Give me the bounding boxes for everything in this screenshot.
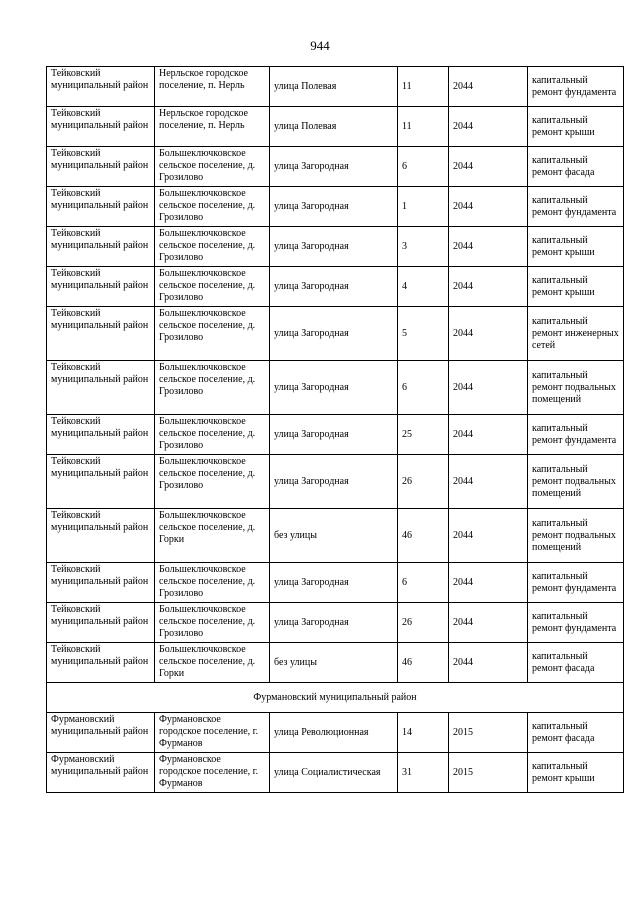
work-type-cell: капитальный ремонт крыши xyxy=(528,227,624,267)
table-row xyxy=(47,455,624,509)
work-type-cell: капитальный ремонт фундамента xyxy=(528,187,624,227)
street-cell: без улицы xyxy=(270,643,398,683)
street-cell: улица Загородная xyxy=(270,361,398,415)
section-header-row xyxy=(47,683,624,713)
house-number-cell: 46 xyxy=(398,643,449,683)
year-cell: 2044 xyxy=(449,415,528,455)
table-row xyxy=(47,267,624,307)
house-number-cell: 25 xyxy=(398,415,449,455)
table-row xyxy=(47,753,624,793)
district-cell: Тейковский муниципальный район xyxy=(47,227,155,267)
house-number-cell: 26 xyxy=(398,455,449,509)
street-cell: улица Полевая xyxy=(270,107,398,147)
street-cell: улица Социалистическая xyxy=(270,753,398,793)
table-row xyxy=(47,147,624,187)
house-number-cell: 5 xyxy=(398,307,449,361)
settlement-cell: Фурмановское городское поселение, г. Фурманов xyxy=(155,753,270,793)
settlement-cell: Большеключковское сельское поселение, д. Грозилово xyxy=(155,307,270,361)
street-cell: улица Загородная xyxy=(270,603,398,643)
house-number-cell: 6 xyxy=(398,361,449,415)
house-number-cell: 26 xyxy=(398,603,449,643)
district-cell: Тейковский муниципальный район xyxy=(47,187,155,227)
house-number-cell: 46 xyxy=(398,509,449,563)
year-cell: 2044 xyxy=(449,455,528,509)
district-cell: Тейковский муниципальный район xyxy=(47,67,155,107)
house-number-cell: 11 xyxy=(398,67,449,107)
house-number-cell: 4 xyxy=(398,267,449,307)
district-cell: Тейковский муниципальный район xyxy=(47,267,155,307)
work-type-cell: капитальный ремонт фасада xyxy=(528,713,624,753)
house-number-cell: 31 xyxy=(398,753,449,793)
table-row xyxy=(47,187,624,227)
street-cell: улица Загородная xyxy=(270,415,398,455)
work-type-cell: капитальный ремонт фасада xyxy=(528,147,624,187)
table-row xyxy=(47,361,624,415)
house-number-cell: 6 xyxy=(398,147,449,187)
work-type-cell: капитальный ремонт фундамента xyxy=(528,67,624,107)
table-row xyxy=(47,603,624,643)
street-cell: улица Загородная xyxy=(270,147,398,187)
house-number-cell: 6 xyxy=(398,563,449,603)
settlement-cell: Большеключковское сельское поселение, д. Грозилово xyxy=(155,603,270,643)
work-type-cell: капитальный ремонт крыши xyxy=(528,267,624,307)
settlement-cell: Большеключковское сельское поселение, д. Грозилово xyxy=(155,415,270,455)
district-cell: Тейковский муниципальный район xyxy=(47,603,155,643)
work-type-cell: капитальный ремонт фундамента xyxy=(528,563,624,603)
street-cell: без улицы xyxy=(270,509,398,563)
settlement-cell: Большеключковское сельское поселение, д. Грозилово xyxy=(155,455,270,509)
page-number: 944 xyxy=(310,38,330,53)
street-cell: улица Загородная xyxy=(270,187,398,227)
district-cell: Тейковский муниципальный район xyxy=(47,455,155,509)
table-row xyxy=(47,415,624,455)
year-cell: 2044 xyxy=(449,67,528,107)
district-cell: Фурмановский муниципальный район xyxy=(47,753,155,793)
work-type-cell: капитальный ремонт крыши xyxy=(528,107,624,147)
work-type-cell: капитальный ремонт фасада xyxy=(528,643,624,683)
table-body-furmanov xyxy=(47,713,624,793)
street-cell: улица Загородная xyxy=(270,455,398,509)
house-number-cell: 14 xyxy=(398,713,449,753)
table-row xyxy=(47,227,624,267)
settlement-cell: Большеключковское сельское поселение, д. Грозилово xyxy=(155,187,270,227)
street-cell: улица Загородная xyxy=(270,563,398,603)
year-cell: 2044 xyxy=(449,509,528,563)
district-cell: Тейковский муниципальный район xyxy=(47,107,155,147)
settlement-cell: Большеключковское сельское поселение, д. Грозилово xyxy=(155,267,270,307)
settlement-cell: Большеключковское сельское поселение, д. Горки xyxy=(155,509,270,563)
year-cell: 2044 xyxy=(449,227,528,267)
street-cell: улица Полевая xyxy=(270,67,398,107)
work-type-cell: капитальный ремонт инженерных сетей xyxy=(528,307,624,361)
section-header-group xyxy=(47,683,624,713)
year-cell: 2015 xyxy=(449,753,528,793)
repair-schedule-table xyxy=(46,66,624,793)
district-cell: Тейковский муниципальный район xyxy=(47,509,155,563)
year-cell: 2044 xyxy=(449,267,528,307)
table-row xyxy=(47,643,624,683)
year-cell: 2015 xyxy=(449,713,528,753)
settlement-cell: Большеключковское сельское поселение, д. Грозилово xyxy=(155,227,270,267)
house-number-cell: 11 xyxy=(398,107,449,147)
settlement-cell: Большеключковское сельское поселение, д. Горки xyxy=(155,643,270,683)
house-number-cell: 3 xyxy=(398,227,449,267)
district-cell: Тейковский муниципальный район xyxy=(47,563,155,603)
year-cell: 2044 xyxy=(449,307,528,361)
table-row xyxy=(47,713,624,753)
district-cell: Тейковский муниципальный район xyxy=(47,415,155,455)
settlement-cell: Большеключковское сельское поселение, д. Грозилово xyxy=(155,147,270,187)
table-row xyxy=(47,563,624,603)
year-cell: 2044 xyxy=(449,147,528,187)
district-cell: Тейковский муниципальный район xyxy=(47,307,155,361)
house-number-cell: 1 xyxy=(398,187,449,227)
district-cell: Тейковский муниципальный район xyxy=(47,643,155,683)
settlement-cell: Фурмановское городское поселение, г. Фурманов xyxy=(155,713,270,753)
year-cell: 2044 xyxy=(449,107,528,147)
work-type-cell: капитальный ремонт подвальных помещений xyxy=(528,361,624,415)
settlement-cell: Нерльское городское поселение, п. Нерль xyxy=(155,67,270,107)
district-cell: Тейковский муниципальный район xyxy=(47,147,155,187)
work-type-cell: капитальный ремонт подвальных помещений xyxy=(528,455,624,509)
street-cell: улица Загородная xyxy=(270,307,398,361)
section-title: Фурмановский муниципальный район xyxy=(47,683,624,713)
work-type-cell: капитальный ремонт фундамента xyxy=(528,415,624,455)
street-cell: улица Загородная xyxy=(270,267,398,307)
table-row xyxy=(47,107,624,147)
year-cell: 2044 xyxy=(449,187,528,227)
district-cell: Фурмановский муниципальный район xyxy=(47,713,155,753)
table-body-teykovo xyxy=(47,67,624,683)
table-row xyxy=(47,67,624,107)
work-type-cell: капитальный ремонт крыши xyxy=(528,753,624,793)
settlement-cell: Большеключковское сельское поселение, д. Грозилово xyxy=(155,361,270,415)
work-type-cell: капитальный ремонт подвальных помещений xyxy=(528,509,624,563)
street-cell: улица Загородная xyxy=(270,227,398,267)
year-cell: 2044 xyxy=(449,603,528,643)
year-cell: 2044 xyxy=(449,361,528,415)
district-cell: Тейковский муниципальный район xyxy=(47,361,155,415)
table-row xyxy=(47,307,624,361)
settlement-cell: Большеключковское сельское поселение, д. Грозилово xyxy=(155,563,270,603)
work-type-cell: капитальный ремонт фундамента xyxy=(528,603,624,643)
year-cell: 2044 xyxy=(449,643,528,683)
year-cell: 2044 xyxy=(449,563,528,603)
table-row xyxy=(47,509,624,563)
street-cell: улица Революционная xyxy=(270,713,398,753)
settlement-cell: Нерльское городское поселение, п. Нерль xyxy=(155,107,270,147)
